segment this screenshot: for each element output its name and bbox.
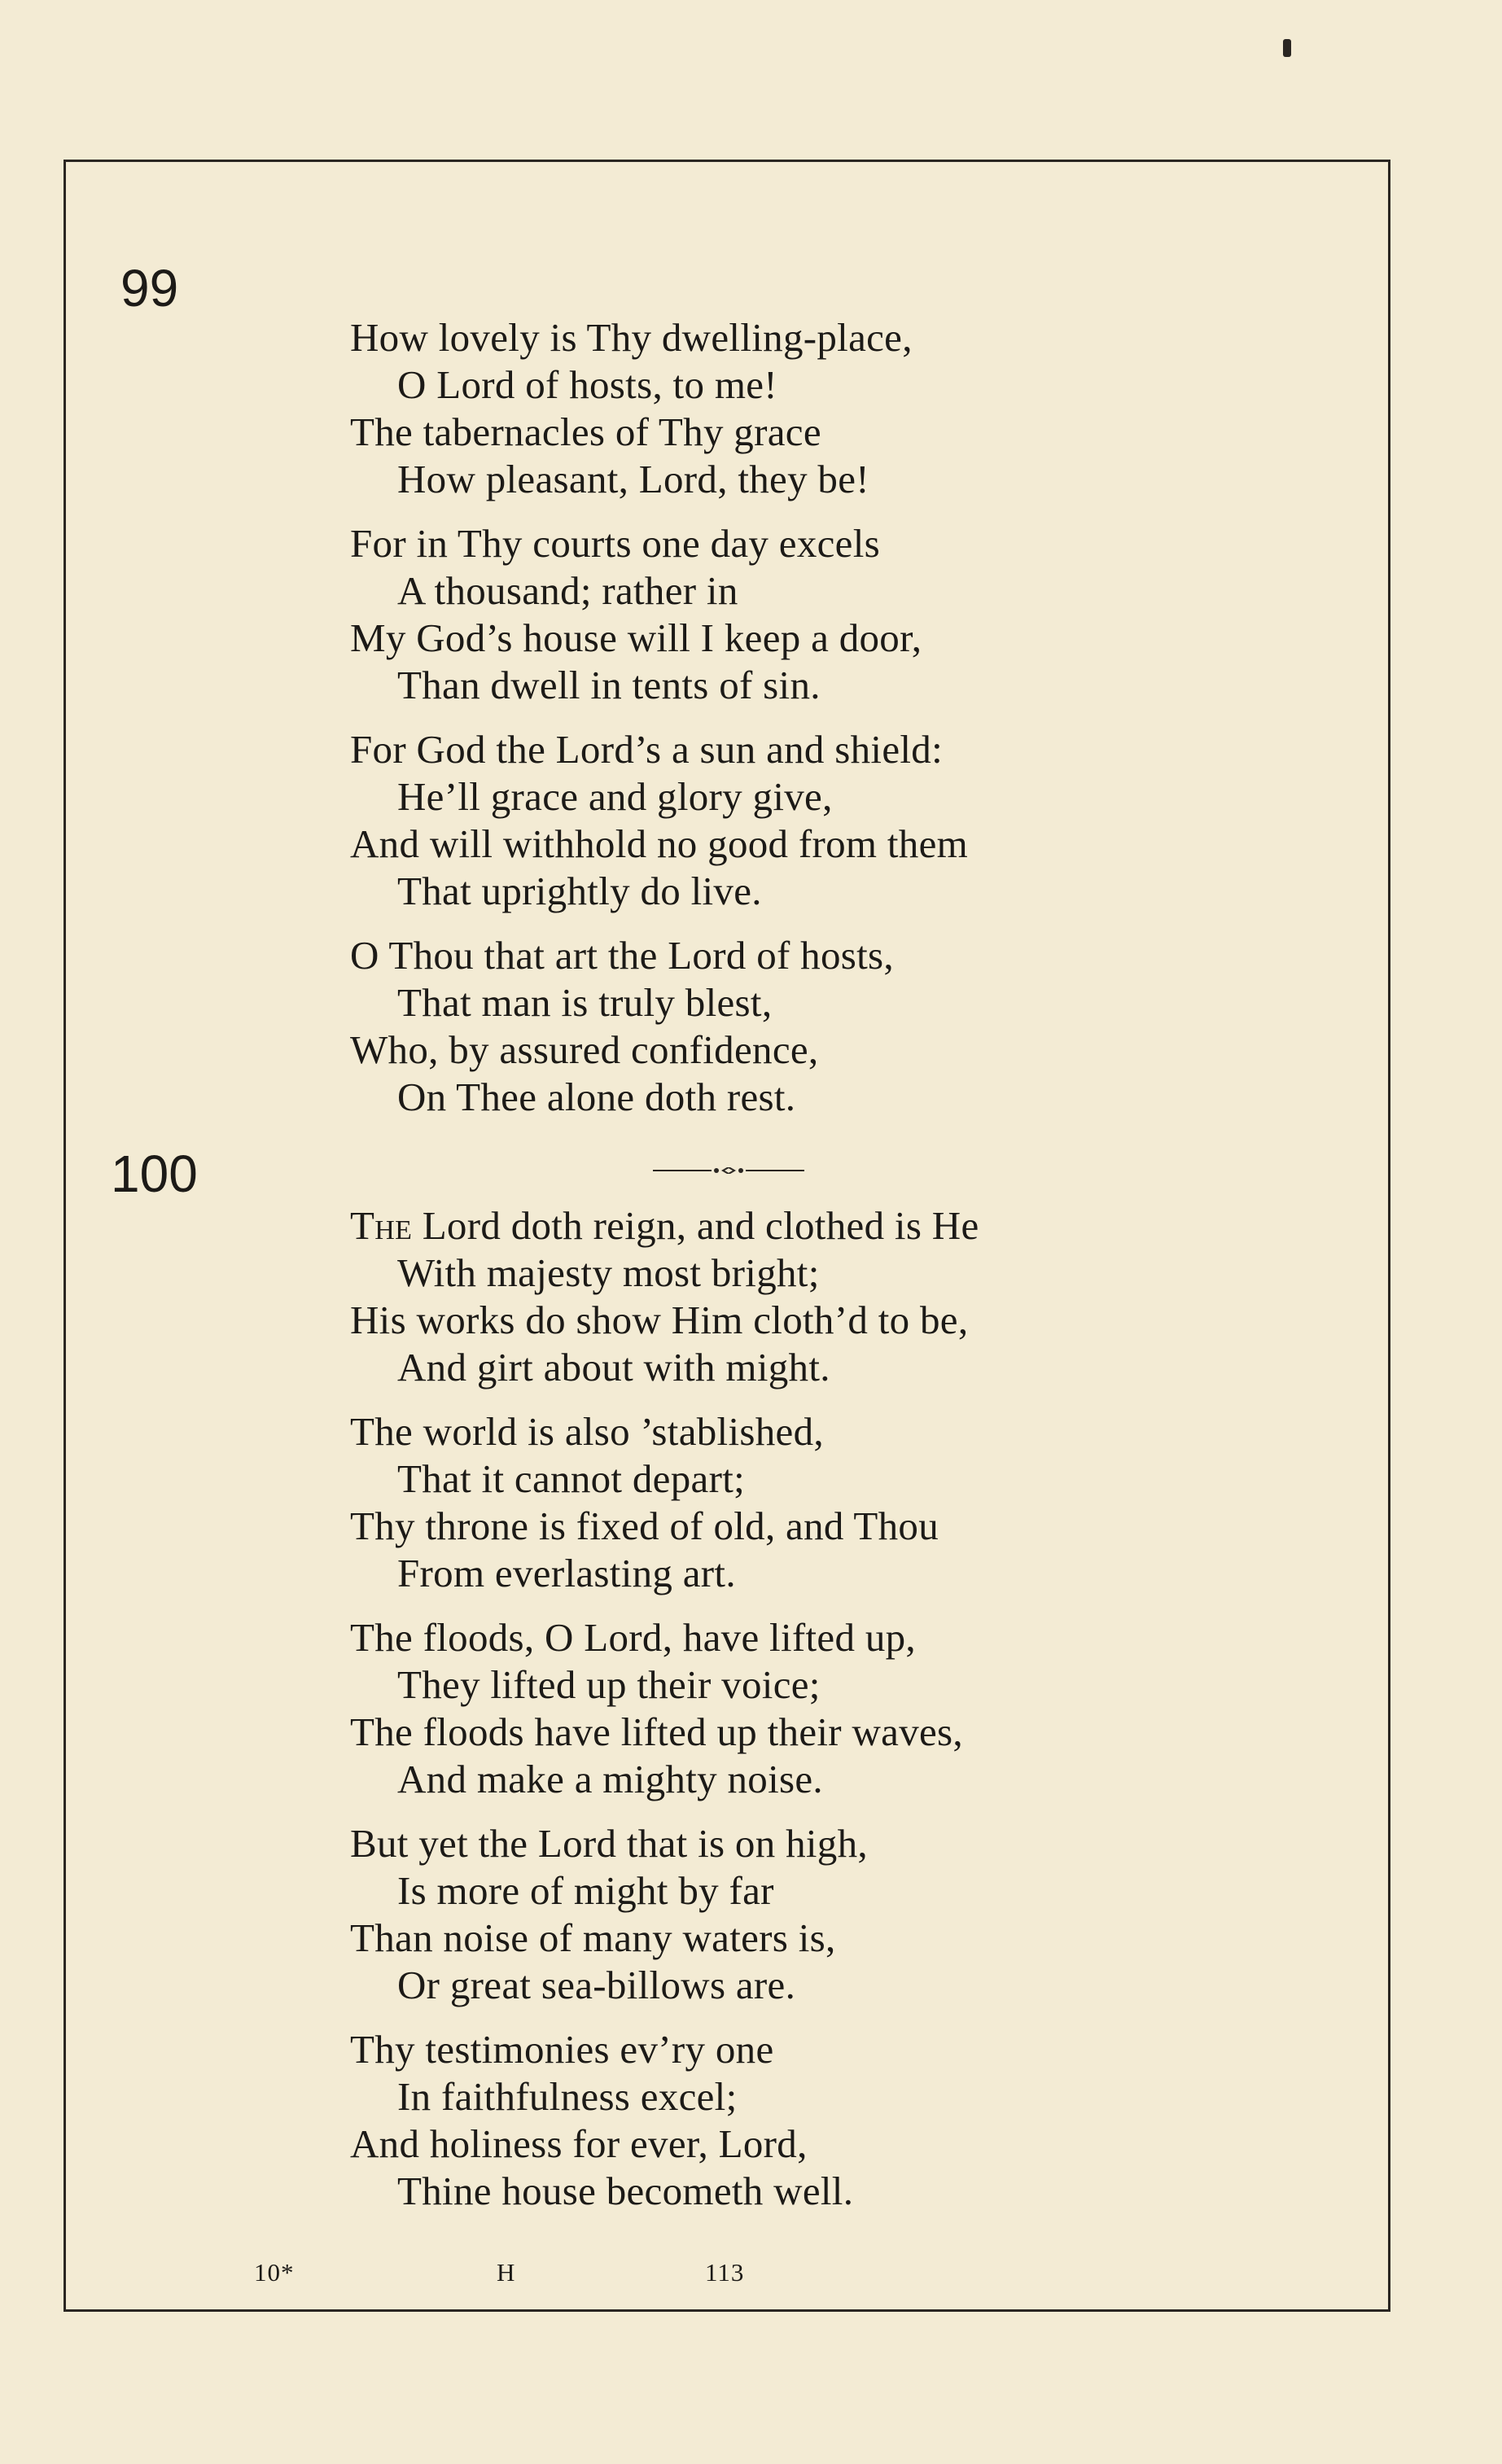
stanza	[350, 2026, 1213, 2215]
verse-line: O Lord of hosts, to me!	[397, 362, 777, 407]
verse-line: The world is also ’stablished,	[350, 1409, 824, 1454]
signature-letter: H	[497, 2258, 516, 2287]
verse-line: Thine house becometh well.	[397, 2169, 854, 2213]
signature-number: 10*	[254, 2258, 295, 2287]
verse-line: Than noise of many waters is,	[350, 1915, 836, 1960]
verse-line: And girt about with might.	[397, 1345, 830, 1390]
hymn-number-99: 99	[120, 259, 179, 317]
verse-line: That uprightly do live.	[397, 869, 762, 913]
verse-line: My God’s house will I keep a door,	[350, 615, 922, 660]
verse-line: How pleasant, Lord, they be!	[397, 457, 869, 501]
stanza	[350, 314, 1213, 503]
verse-line: O Thou that art the Lord of hosts,	[350, 933, 894, 978]
hymn-99-text	[350, 314, 1213, 1138]
verse-line: Who, by assured confidence,	[350, 1027, 819, 1072]
verse-line: But yet the Lord that is on high,	[350, 1821, 868, 1866]
verse-line: From everlasting art.	[397, 1551, 736, 1595]
verse-line: Is more of might by far	[397, 1868, 774, 1913]
verse-line: His works do show Him cloth’d to be,	[350, 1298, 969, 1342]
verse-line: For in Thy courts one day excels	[350, 521, 881, 566]
verse-line: On Thee alone doth rest.	[397, 1074, 796, 1119]
verse-line: In faithfulness excel;	[397, 2074, 738, 2119]
stanza	[350, 520, 1213, 709]
page-number: 113	[705, 2258, 745, 2287]
verse-line: For God the Lord’s a sun and shield:	[350, 727, 944, 772]
verse-line: And will withhold no good from them	[350, 821, 969, 866]
verse-line: How lovely is Thy dwelling-place,	[350, 315, 913, 360]
stanza	[350, 1408, 1213, 1597]
verse-line: They lifted up their voice;	[397, 1662, 821, 1707]
hymn-number-100: 100	[111, 1144, 198, 1203]
verse-line: And make a mighty noise.	[397, 1757, 823, 1801]
hymn-100-text	[350, 1202, 1213, 2232]
verse-line: With majesty most bright;	[397, 1250, 820, 1295]
stanza	[350, 1202, 1213, 1391]
verse-line-rest: Lord doth reign, and clothed is He	[412, 1203, 979, 1248]
verse-line: Thy throne is fixed of old, and Thou	[350, 1503, 939, 1548]
verse-line: The floods, O Lord, have lifted up,	[350, 1615, 916, 1660]
stanza	[350, 1820, 1213, 2009]
verse-line: That man is truly blest,	[397, 980, 773, 1025]
verse-line	[350, 1202, 1213, 1250]
verse-line: He’ll grace and glory give,	[397, 774, 833, 819]
verse-line: Or great sea-billows are.	[397, 1963, 796, 2007]
printer-mark	[1283, 39, 1291, 57]
stanza	[350, 726, 1213, 915]
ornamental-divider	[653, 1167, 804, 1174]
verse-line: And holiness for ever, Lord,	[350, 2121, 808, 2166]
verse-line: Than dwell in tents of sin.	[397, 663, 821, 707]
drop-word: The	[350, 1203, 413, 1248]
verse-line: The tabernacles of Thy grace	[350, 409, 821, 454]
verse-line: Thy testimonies ev’ry one	[350, 2027, 774, 2072]
verse-line: The floods have lifted up their waves,	[350, 1709, 963, 1754]
stanza	[350, 932, 1213, 1121]
stanza	[350, 1614, 1213, 1803]
verse-line: That it cannot depart;	[397, 1456, 746, 1501]
verse-line: A thousand; rather in	[397, 568, 738, 613]
